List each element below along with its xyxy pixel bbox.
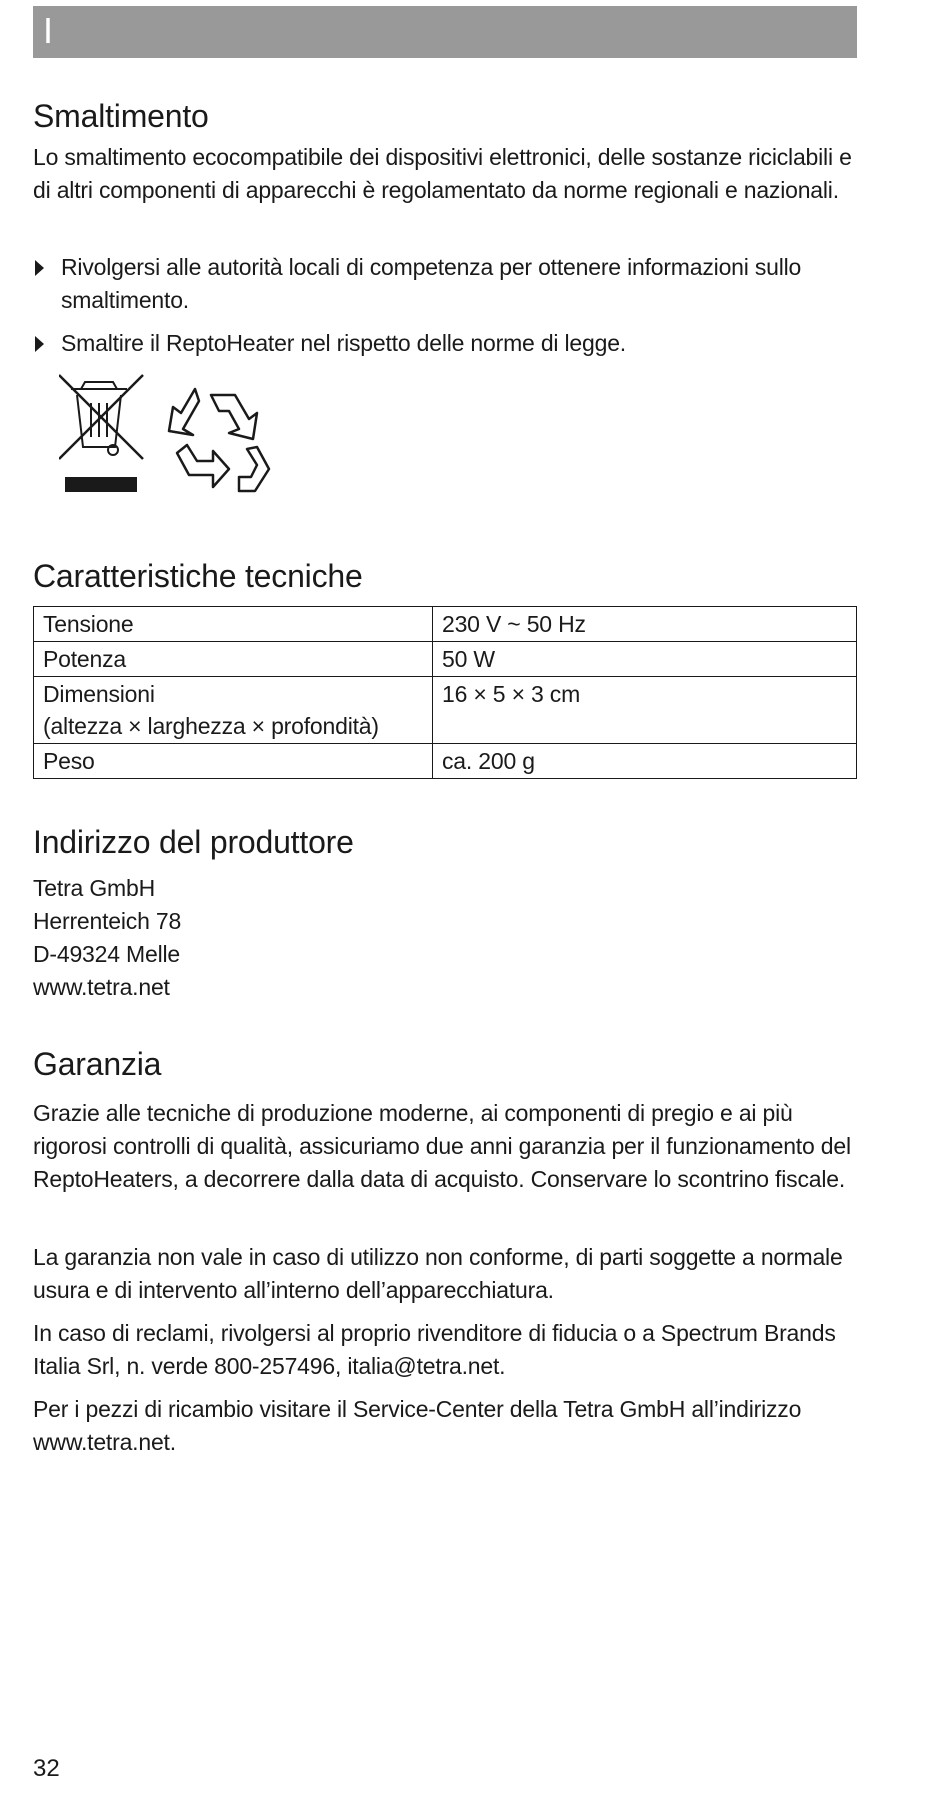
- specs-heading: Caratteristiche tecniche: [33, 558, 363, 594]
- manufacturer-line: Tetra GmbH: [33, 875, 155, 901]
- spec-value: ca. 200 g: [433, 744, 857, 779]
- disposal-symbols: [59, 373, 319, 510]
- bullet-triangle-icon: [35, 260, 44, 276]
- manufacturer-heading: Indirizzo del produttore: [33, 824, 354, 860]
- bullet-triangle-icon: [35, 336, 44, 352]
- disposal-bullet-text: Smaltire il ReptoHeater nel rispetto delle norme di legge.: [61, 330, 626, 356]
- warranty-paragraph: La garanzia non vale in caso di utilizzo non conforme, di parti soggette a normale usura e di intervento all’interno dell’apparecchiatura.: [33, 1244, 843, 1303]
- spec-value: 16 × 5 × 3 cm: [433, 677, 857, 744]
- disposal-bullet-text: Rivolgersi alle autorità locali di competenza per ottenere informazioni sullo smaltimento.: [61, 254, 802, 313]
- language-tab-label: I: [43, 10, 54, 51]
- manufacturer-line: Herrenteich 78: [33, 908, 182, 934]
- spec-value: 230 V ~ 50 Hz: [433, 607, 857, 642]
- spec-label: [34, 744, 433, 779]
- spec-label-text: Tensione: [43, 611, 134, 637]
- manufacturer-address: [33, 872, 863, 1004]
- table-row: [34, 677, 857, 744]
- table-row: [34, 744, 857, 779]
- warranty-paragraph: Per i pezzi di ricambio visitare il Service-Center della Tetra GmbH all’indirizzo www.tetra.net.: [33, 1396, 802, 1455]
- table-row: [34, 607, 857, 642]
- disposal-intro: Lo smaltimento ecocompatibile dei dispositivi elettronici, delle sostanze riciclabili e di altri componenti di apparecchi è regolamentato da norme regionali e nazionali.: [33, 144, 852, 203]
- disposal-bullet: [33, 251, 863, 317]
- recycling-arrows-icon: [169, 389, 269, 491]
- warranty-heading: Garanzia: [33, 1046, 162, 1082]
- specs-table: [33, 606, 857, 779]
- disposal-symbols-svg: [59, 373, 319, 501]
- spec-label: [34, 607, 433, 642]
- spec-value: 50 W: [433, 642, 857, 677]
- spec-label: [34, 642, 433, 677]
- warranty-paragraph: In caso di reclami, rivolgersi al proprio rivenditore di fiducia o a Spectrum Brands Italia Srl, n. verde 800-257496, italia@tetra.net.: [33, 1320, 836, 1379]
- spec-label-text: Dimensioni: [43, 681, 155, 707]
- spec-label-text: Potenza: [43, 646, 126, 672]
- manufacturer-website: www.tetra.net: [33, 974, 170, 1000]
- spec-label-subtext: (altezza × larghezza × profondità): [43, 713, 379, 739]
- warranty-paragraph: Grazie alle tecniche di produzione moderne, ai componenti di pregio e ai più rigorosi controlli di qualità, assicuriamo due anni garanzia per il funzionamento del ReptoHeaters, a decorrere dalla data di acquisto. Conservare lo scontrino fiscale.: [33, 1100, 851, 1192]
- page-number: 32: [33, 1755, 60, 1782]
- disposal-heading: Smaltimento: [33, 98, 209, 134]
- disposal-bullet: [33, 327, 863, 360]
- spec-label-text: Peso: [43, 748, 95, 774]
- table-row: [34, 642, 857, 677]
- spec-label: [34, 677, 433, 744]
- crossed-out-wheelie-bin-icon: [59, 375, 143, 492]
- manufacturer-line: D-49324 Melle: [33, 941, 180, 967]
- language-tab-bar: [33, 6, 857, 58]
